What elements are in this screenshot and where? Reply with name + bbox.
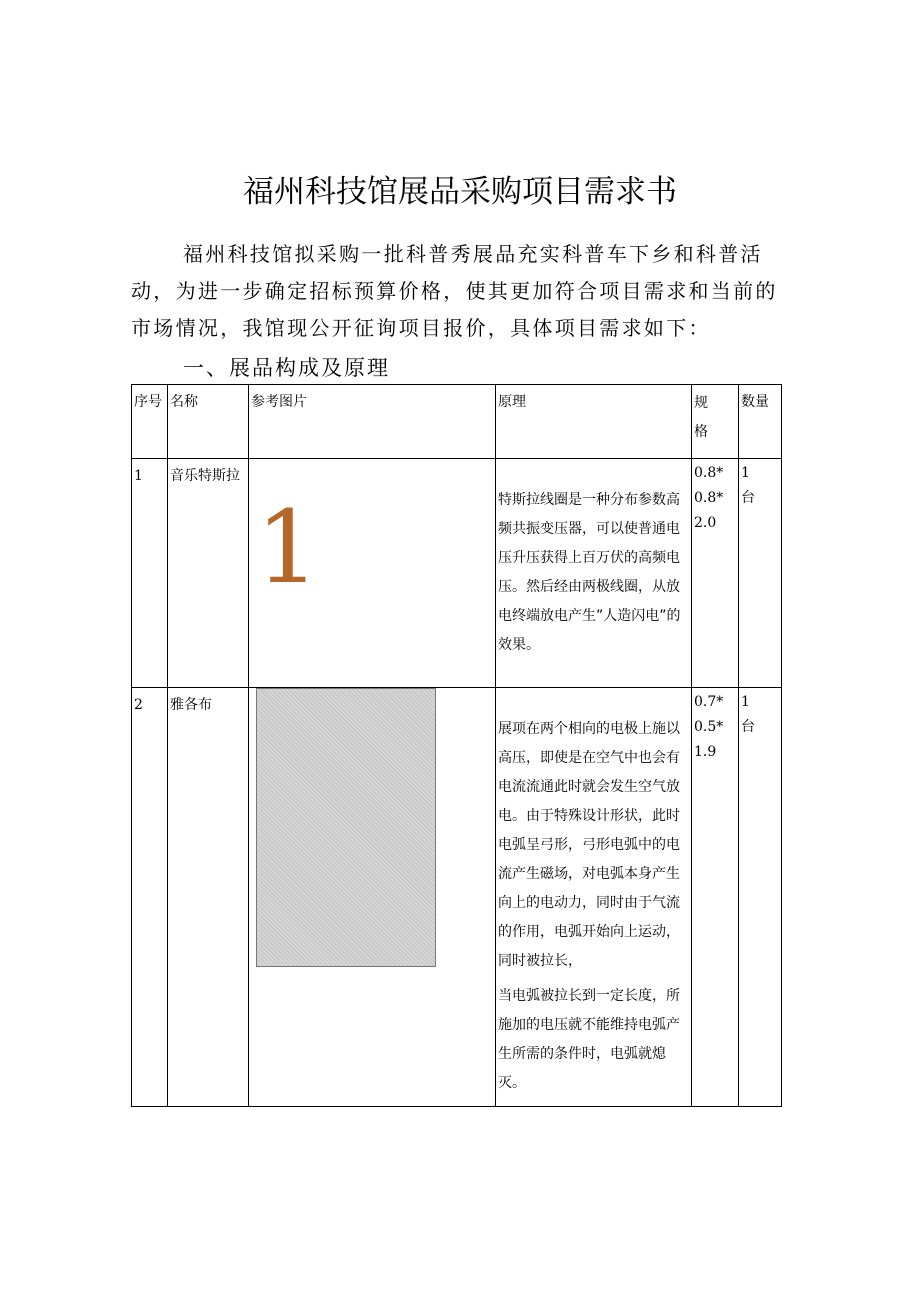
row-name: 音乐特斯拉	[168, 459, 249, 688]
header-index: 序号	[132, 385, 168, 459]
row-principle: 特斯拉线圈是一种分布参数高频共振变压器，可以使普通电压升压获得上百万伏的高频电压。然后经由两极线圈，从放电终端放电产生”人造闪电”的效果。	[496, 459, 692, 688]
section-heading: 一、展品构成及原理	[183, 356, 390, 380]
row-spec: 0.8* 0.8* 2.0	[692, 459, 739, 688]
header-spec: 规 格	[692, 385, 739, 459]
row-index: 2	[132, 688, 168, 1107]
table-row	[132, 688, 782, 1107]
document-title: 福州科技馆展品采购项目需求书	[243, 174, 677, 210]
header-image: 参考图片	[249, 385, 496, 459]
header-quantity: 数量	[739, 385, 782, 459]
row-name: 雅各布	[168, 688, 249, 1107]
table-row	[132, 459, 782, 688]
row-principle: 展项在两个相向的电极上施以高压，即使是在空气中也会有电流流通此时就会发生空气放电。由于特殊设计形状，此时电弧呈弓形，弓形电弧中的电流产生磁场，对电弧本身产生向上的电动力，同时由于气流的作用，电弧开始向上运动，同时被拉长， 当电弧被拉长到一定长度，所施加的电压就不能维持电弧产生所需的条件时，电弧就熄灭。	[496, 688, 692, 1107]
row-index: 1	[132, 459, 168, 688]
header-principle: 原理	[496, 385, 692, 459]
table-header-row	[132, 385, 782, 459]
row-spec: 0.7* 0.5* 1.9	[692, 688, 739, 1107]
reference-image-number: 1	[256, 489, 320, 606]
exhibit-table	[131, 384, 782, 1107]
header-name: 名称	[168, 385, 249, 459]
row-quantity: 1 台	[739, 688, 782, 1107]
row-quantity: 1 台	[739, 459, 782, 688]
reference-image-placeholder	[256, 688, 436, 967]
intro-paragraph: 福州科技馆拟采购一批科普秀展品充实科普车下乡和科普活动，为进一步确定招标预算价格，使其更加符合项目需求和当前的市场情况，我馆现公开征询项目报价，具体项目需求如下：	[131, 242, 778, 340]
